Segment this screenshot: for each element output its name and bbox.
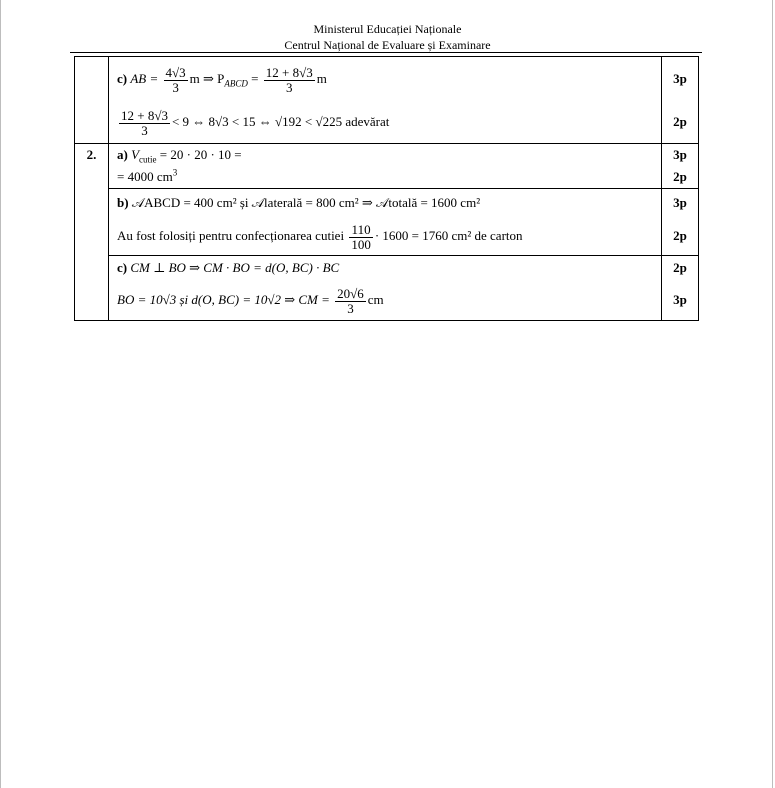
points-cell	[662, 189, 699, 256]
points-value: 2p	[673, 260, 687, 275]
part-label: b)	[117, 195, 129, 210]
fraction-numerator: 12 + 8√3	[265, 64, 313, 80]
equation-text: < 9 ⇔ 8√3 < 15 ⇔ √192 < √225 adevărat	[171, 114, 390, 129]
fraction	[164, 66, 188, 95]
superscript: 3	[172, 167, 178, 178]
points-value: 2p	[673, 228, 687, 243]
equation-text: m	[316, 71, 327, 86]
equation-text: · 1600 = 1760 cm² de carton	[374, 228, 523, 243]
fraction-numerator: 4√3	[165, 64, 186, 80]
fraction-denominator: 3	[285, 79, 293, 95]
table-row	[75, 189, 699, 256]
fraction-numerator: 110	[349, 223, 373, 238]
equation-text: = 4000 cm	[117, 169, 173, 184]
equation-text: Au fost folosiți pentru confecționarea cutiei	[117, 228, 345, 243]
equation-text: =	[247, 71, 259, 86]
points-value: 2p	[673, 114, 687, 129]
solution-line	[109, 166, 661, 188]
part-label: a)	[117, 147, 128, 162]
subscript: ABCD	[224, 78, 248, 89]
part-label: c)	[117, 71, 128, 86]
solution-line	[109, 280, 661, 320]
item-number-cell	[75, 144, 109, 321]
header-center: Centrul Național de Evaluare și Examinare	[284, 38, 491, 52]
solution-cell	[109, 256, 662, 321]
fraction-denominator: 3	[172, 79, 179, 95]
points-cell	[662, 144, 699, 189]
equation-text: cm	[367, 292, 384, 307]
fraction	[349, 223, 373, 252]
subscript: cutie	[139, 154, 157, 165]
fraction	[119, 109, 170, 138]
solution-cell	[109, 57, 662, 144]
points-value: 2p	[673, 169, 687, 184]
item-number: 2.	[86, 147, 97, 162]
solution-cell	[109, 189, 662, 256]
fraction-numerator: 20√6	[337, 285, 364, 301]
equation-text: = 20 · 20 · 10 =	[156, 147, 242, 162]
equation-text: AB =	[130, 71, 159, 86]
points-value: 3p	[673, 147, 687, 162]
part-label: c)	[117, 260, 128, 275]
equation-text: V	[131, 147, 140, 162]
table-row	[75, 57, 699, 144]
fraction-denominator: 100	[351, 236, 371, 252]
header-rule	[70, 52, 702, 53]
solution-cell	[109, 144, 662, 189]
table-row	[75, 144, 699, 189]
solution-line	[109, 217, 661, 255]
solution-line	[109, 189, 661, 217]
fraction-denominator: 3	[347, 300, 354, 316]
points-value: 3p	[673, 71, 687, 86]
fraction-numerator: 12 + 8√3	[121, 107, 168, 123]
points-value: 3p	[673, 292, 687, 307]
fraction	[335, 287, 366, 316]
item-number-cell	[75, 57, 109, 144]
equation-text: m ⇒ P	[189, 71, 225, 86]
equation-text: BO = 10√3 și d(O, BC) = 10√2 ⇒ CM =	[117, 292, 330, 307]
header-ministry: Ministerul Educației Naționale	[313, 22, 462, 36]
equation-text: CM ⊥ BO ⇒ CM · BO = d(O, BC) · BC	[130, 260, 340, 275]
fraction-denominator: 3	[141, 122, 148, 138]
points-cell	[662, 256, 699, 321]
equation-text: 𝒜ABCD = 400 cm² și 𝒜laterală = 800 cm² ⇒ 𝒜totală = 1600 cm²	[131, 195, 481, 210]
table-row	[75, 256, 699, 321]
solution-line	[109, 101, 661, 143]
fraction	[264, 66, 315, 95]
points-value: 3p	[673, 195, 687, 210]
scoring-table	[74, 56, 699, 321]
points-cell	[662, 57, 699, 144]
solution-line	[109, 57, 661, 101]
solution-line	[109, 256, 661, 280]
solution-line	[109, 144, 661, 166]
